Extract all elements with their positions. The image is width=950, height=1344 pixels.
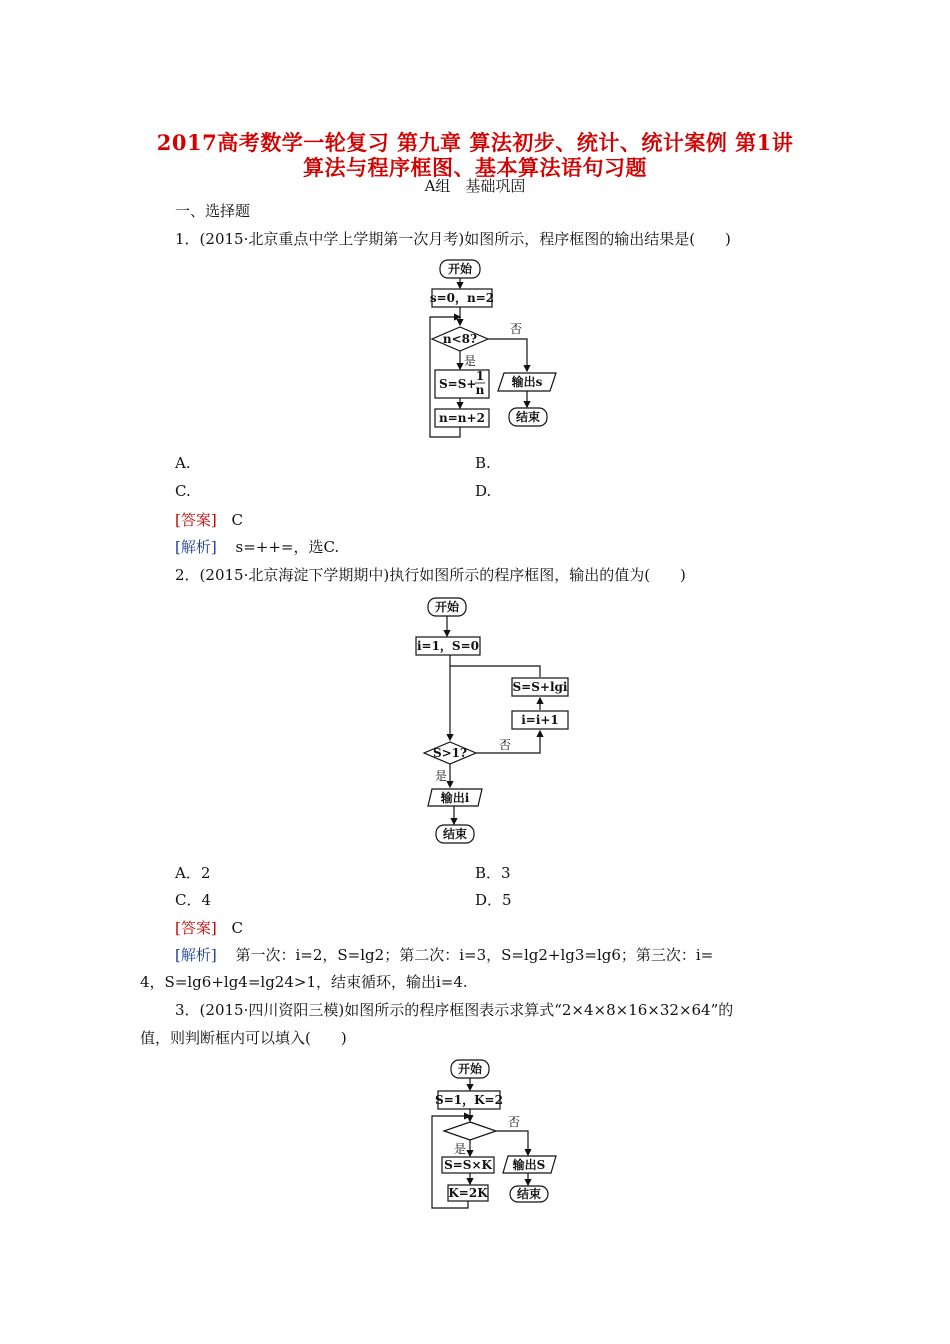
q2-no-label: 否 xyxy=(499,738,512,752)
q3-flowchart xyxy=(420,1055,570,1215)
q2-analysis-line2: 4，S=lg6+lg4=lg24>1，结束循环，输出i=4. xyxy=(140,973,468,991)
q1-option-b: B. xyxy=(475,454,491,472)
q2-answer-tag: [答案] xyxy=(175,919,217,937)
q3-condition-diamond xyxy=(444,1122,496,1140)
q1-option-d: D. xyxy=(475,482,492,500)
q1-body1-text: S=S+ xyxy=(439,377,477,391)
q3-start-text: 开始 xyxy=(457,1062,483,1076)
q3-no-label: 否 xyxy=(508,1115,521,1129)
q1-body2-text: n=n+2 xyxy=(439,411,485,425)
q2-flowchart xyxy=(405,592,595,852)
q3-body1-text: S=S×K xyxy=(444,1158,492,1172)
q3-stem-line1: 3．(2015·四川资阳三模)如图所示的程序框图表示求算式“2×4×8×16×32×64”的 xyxy=(175,1001,734,1019)
q2-body1-text: S=S+lgi xyxy=(512,680,568,694)
section-heading: 一、选择题 xyxy=(175,202,251,220)
q3-end-text: 结束 xyxy=(516,1187,542,1201)
q1-end-text: 结束 xyxy=(515,410,541,424)
q1-answer-row xyxy=(175,509,243,530)
q2-cond-text: S>1? xyxy=(432,746,468,760)
q1-answer-tag: [答案] xyxy=(175,511,217,529)
q3-body2-text: K=2K xyxy=(448,1186,488,1200)
q1-init-text: s=0，n=2 xyxy=(429,291,495,305)
q2-start-text: 开始 xyxy=(434,600,460,614)
q2-body2-text: i=i+1 xyxy=(521,713,559,727)
q1-option-a: A. xyxy=(175,454,191,472)
q2-answer: C xyxy=(231,919,243,937)
q1-output-text: 输出s xyxy=(511,375,543,389)
title-line-2: 算法与程序框图、基本算法语句习题 xyxy=(303,155,647,180)
q1-analysis-row xyxy=(175,536,339,557)
q2-option-a: A．2 xyxy=(175,864,211,882)
q2-option-c: C．4 xyxy=(175,891,212,909)
q3-yes-label: 是 xyxy=(454,1142,467,1156)
q1-start-text: 开始 xyxy=(447,262,473,276)
q1-stem: 1．(2015·北京重点中学上学期第一次月考)如图所示，程序框图的输出结果是( ) xyxy=(175,230,731,248)
q1-frac-den: n xyxy=(475,383,485,397)
q2-yes-label: 是 xyxy=(435,769,448,783)
q2-output-text: 输出i xyxy=(440,791,470,805)
q2-analysis-line1: 第一次：i=2，S=lg2；第二次：i=3，S=lg2+lg3=lg6；第三次：i= xyxy=(235,946,714,964)
q3-stem-line2: 值，则判断框内可以填入( ) xyxy=(140,1029,347,1047)
q2-analysis-row xyxy=(175,944,713,965)
q1-answer: C xyxy=(231,511,243,529)
title-line-1: 2017高考数学一轮复习 第九章 算法初步、统计、统计案例 第1讲 xyxy=(156,130,794,155)
q1-cond-text: n<8? xyxy=(442,332,478,346)
q2-analysis-tag: [解析] xyxy=(175,946,217,964)
q2-init-text: i=1，S=0 xyxy=(416,639,480,653)
q1-analysis-tag: [解析] xyxy=(175,538,217,556)
q1-option-c: C. xyxy=(175,482,191,500)
q1-flowchart xyxy=(420,255,570,445)
group-heading: A组 基础巩固 xyxy=(424,177,526,195)
q1-no-label: 否 xyxy=(510,322,523,336)
q2-option-b: B．3 xyxy=(475,864,511,882)
q2-stem: 2．(2015·北京海淀下学期期中)执行如图所示的程序框图，输出的值为( ) xyxy=(175,566,686,584)
q1-analysis: s=++=，选C. xyxy=(235,538,340,556)
q3-output-text: 输出S xyxy=(512,1158,546,1172)
q1-frac-num: 1 xyxy=(475,369,485,383)
q1-yes-label: 是 xyxy=(464,354,477,368)
q2-answer-row xyxy=(175,917,243,938)
q3-init-text: S=1，K=2 xyxy=(435,1093,503,1107)
q2-option-d: D．5 xyxy=(475,891,512,909)
q2-end-text: 结束 xyxy=(442,827,468,841)
